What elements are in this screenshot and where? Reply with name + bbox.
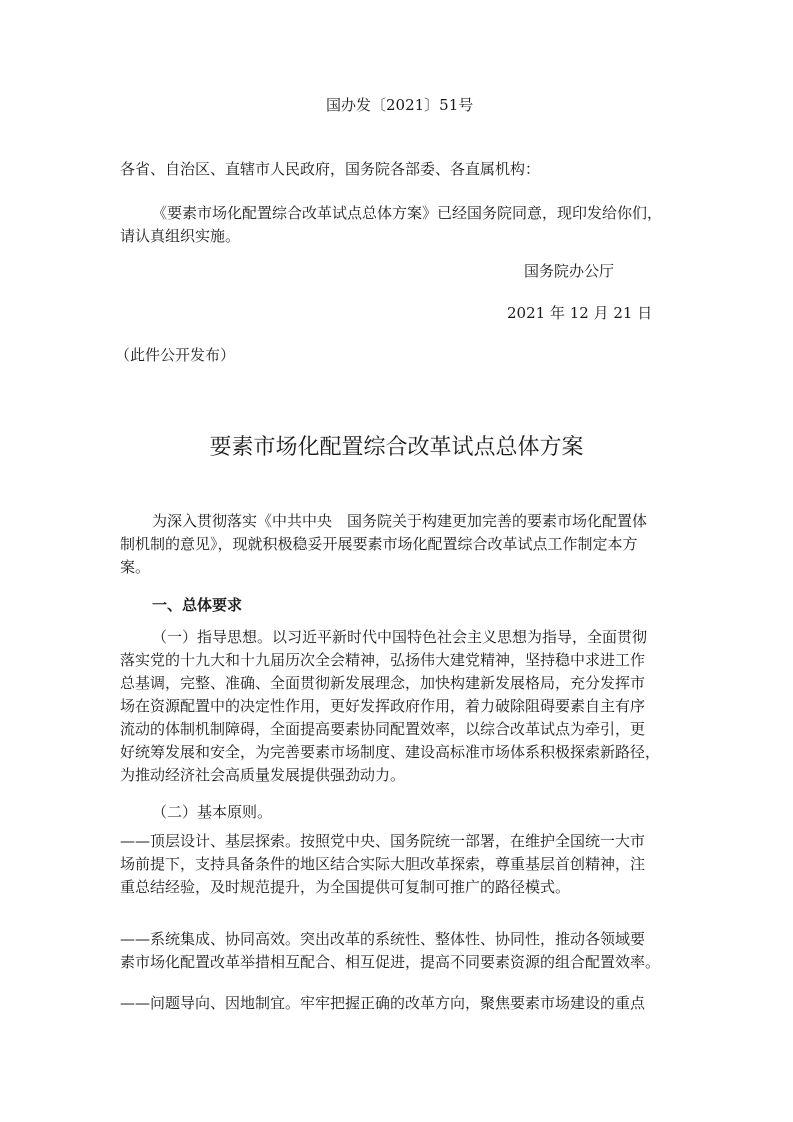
- guiding-line: 场在资源配置中的决定性作用，更好发挥政府作用，着力破除阻碍要素自主有序: [120, 697, 646, 715]
- principle-line: ——顶层设计、基层探索。按照党中央、国务院统一部署，在维护全国统一大市: [120, 832, 646, 850]
- principle-top-level-design: [120, 834, 680, 903]
- intro-line: 案。: [120, 558, 151, 576]
- intro-line: 制机制的意见》，现就积极稳妥开展要素市场化配置综合改革试点工作制定本方: [120, 535, 638, 553]
- principle-line: 场前提下，支持具备条件的地区结合实际大胆改革探索，尊重基层首创精神，注: [120, 855, 646, 873]
- section-heading-general-requirements: 一、总体要求: [152, 596, 243, 614]
- intro-line: 为深入贯彻落实《中共中央 国务院关于构建更加完善的要素市场化配置体: [152, 512, 648, 530]
- plan-title: 要素市场化配置综合改革试点总体方案: [209, 435, 584, 460]
- public-release-note: （此件公开发布）: [115, 346, 236, 364]
- addressee-line: 各省、自治区、直辖市人民政府，国务院各部委、各直属机构：: [120, 160, 541, 178]
- principle-line: 素市场化配置改革举措相互配合、相互促进，提高不同要素资源的组合配置效率。: [120, 953, 661, 971]
- approval-text-line-1: 《要素市场化配置综合改革试点总体方案》已经国务院同意，现印发给你们，: [152, 204, 663, 222]
- document-number: 国办发〔2021〕51号: [326, 96, 474, 114]
- principle-line: 重总结经验，及时规范提升，为全国提供可复制可推广的路径模式。: [120, 878, 571, 896]
- principle-problem-oriented: [120, 996, 680, 1019]
- principle-line: ——系统集成、协同高效。突出改革的系统性、整体性、协同性，推动各领域要: [120, 930, 646, 948]
- basic-principles-heading: （二）基本原则。: [152, 803, 273, 821]
- guiding-ideology-paragraph: [120, 630, 680, 791]
- guiding-line: 落实党的十九大和十九届历次全会精神，弘扬伟大建党精神，坚持稳中求进工作: [120, 651, 646, 669]
- issue-date: 2021 年 12 月 21 日: [507, 304, 653, 322]
- issuing-office: 国务院办公厅: [524, 262, 615, 280]
- principle-system-integration: [120, 932, 680, 978]
- guiding-line: 好统筹发展和安全，为完善要素市场制度、建设高标准市场体系积极探索新路径，: [120, 743, 661, 761]
- guiding-line: 流动的体制机制障碍，全面提高要素协同配置效率，以综合改革试点为牵引，更: [120, 720, 646, 738]
- intro-paragraph: [120, 514, 680, 583]
- guiding-line: （一）指导思想。以习近平新时代中国特色社会主义思想为指导，全面贯彻: [152, 628, 648, 646]
- guiding-line: 为推动经济社会高质量发展提供强劲动力。: [120, 766, 406, 784]
- guiding-line: 总基调，完整、准确、全面贯彻新发展理念，加快构建新发展格局，充分发挥市: [120, 674, 646, 692]
- approval-text-line-2: 请认真组织实施。: [120, 227, 241, 245]
- principle-line: ——问题导向、因地制宜。牢牢把握正确的改革方向，聚焦要素市场建设的重点: [120, 994, 646, 1012]
